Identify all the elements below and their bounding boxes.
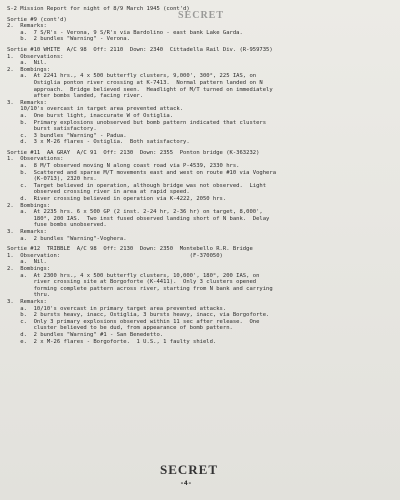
- document-line: d. 3 x M-26 flares - Ostiglia. Both satisfactory.: [7, 139, 190, 146]
- document-line: Sortie #11 AA GRAY A/C 91 Off: 2130 Down: 2355 Ponton bridge (K-363232): [7, 149, 260, 156]
- document-line: S-2 Mission Report for night of 8/9 March 1945 (cont'd): [7, 6, 190, 12]
- document-line: Sortie #9 (cont'd): [7, 16, 67, 23]
- document-line: a. 8 M/T observed moving N along coast road via P-4539, 2330 hrs.: [7, 163, 240, 170]
- document-line: a. 10/10's overcast in primary target area prevented attacks.: [7, 305, 227, 312]
- document-line: (K-0713), 2320 hrs.: [7, 176, 97, 183]
- document-line: Ostiglia ponton river crossing at K-7413. Normal pattern landed on N: [7, 79, 263, 86]
- document-line: a. 7 S/R's - Verona, 9 S/R's via Bardolino - east bank Lake Garda.: [7, 29, 243, 36]
- document-line: c. Only 3 primary explosions observed within 11 sec after release. One: [7, 318, 260, 325]
- document-line: 3. Remarks:: [7, 298, 47, 305]
- document-line: river crossing site at Borgoforte (K-4411). Only 3 clusters opened: [7, 279, 257, 286]
- document-line: 2. Bombings:: [7, 265, 51, 272]
- document-line: c. 3 bundles "Warning" - Padua.: [7, 132, 127, 139]
- document-line: 2. Remarks:: [7, 23, 47, 30]
- document-line: a. Nil.: [7, 259, 47, 266]
- secret-stamp-bottom: SECRET: [160, 462, 219, 477]
- document-line: a. Nil.: [7, 60, 47, 67]
- document-line: 1. Observations:: [7, 53, 64, 60]
- document-line: d. River crossing believed in operation via K-4222, 2050 hrs.: [7, 196, 227, 203]
- document-line: a. 2 bundles "Warning"-Voghera.: [7, 235, 127, 242]
- document-line: approach. Bridge believed seen. Headlight of M/T turned on immediately: [7, 86, 273, 93]
- document-line: 3. Remarks:: [7, 99, 47, 106]
- secret-stamp-top: SECRET: [178, 10, 225, 21]
- document-line: 2. Bombings:: [7, 66, 51, 73]
- document-line: 1. Observations:: [7, 156, 64, 163]
- page-number: -4-: [180, 479, 192, 487]
- document-line: burst satisfactory.: [7, 126, 97, 133]
- document-line: c. Target believed in operation, although bridge was not observed. Light: [7, 182, 267, 189]
- document-line: a. At 2300 hrs., 4 x 500 butterfly clusters, 10,000', 180°, 200 IAS, on: [7, 272, 260, 279]
- document-line: d. 2 bundles "Warning" #1 - San Benedetto.: [7, 331, 164, 338]
- document-line: after bombs landed, facing river.: [7, 93, 144, 100]
- document-line: 180°, 200 IAS. Two inst fused observed landing short of N bank. Delay: [7, 215, 270, 222]
- document-line: forming complete pattern across river, starting from N bank and carrying: [7, 285, 273, 292]
- document-line: b. 2 bundles "Warning" - Verona.: [7, 36, 130, 43]
- document-line: fuse bombs unobserved.: [7, 222, 107, 229]
- document-line: Sortie #10 WHITE A/C 98 Off: 2110 Down: 2340 Cittadella Rail Div. (R-959735): [7, 46, 273, 53]
- document-line: b. 2 bursts heavy, inacc, Ostiglia, 3 bursts heavy, inacc, via Borgoforte.: [7, 312, 270, 319]
- document-line: 10/10's overcast in target area prevented attack.: [7, 106, 184, 113]
- document-line: 3. Remarks:: [7, 229, 47, 235]
- document-line: a. One burst light, inaccurate W of Ostiglia.: [7, 112, 174, 119]
- document-line: a. At 2241 hrs., 4 x 500 butterfly clusters, 9,000', 300°, 225 IAS, on: [7, 73, 257, 80]
- document-line: Sortie #12 TRIBBLE A/C 98 Off: 2130 Down: 2350 Montebello R.R. Bridge: [7, 246, 253, 253]
- document-line: observed crossing river in area at rapid speed.: [7, 189, 190, 196]
- document-line: 1. Observation: (F-370050): [7, 252, 223, 259]
- document-line: b. Scattered and sparse M/T movements east and west on route #10 via Voghera: [7, 169, 277, 176]
- document-line: b. Primary explosions unobserved but bomb pattern indicated that clusters: [7, 119, 267, 126]
- document-line: cluster believed to be dud, from appearance of bomb pattern.: [7, 325, 233, 332]
- document-line: 2. Bombings:: [7, 202, 51, 209]
- document-line: a. At 2235 hrs. 6 x 500 GP (2 inst. 2-24 hr, 2-36 hr) on target, 8,000',: [7, 209, 263, 216]
- document-line: e. 2 x M-26 flares - Borgoforte. 1 U.S., 1 faulty shield.: [7, 338, 217, 345]
- document-line: thru.: [7, 292, 51, 299]
- document-body: [7, 6, 386, 345]
